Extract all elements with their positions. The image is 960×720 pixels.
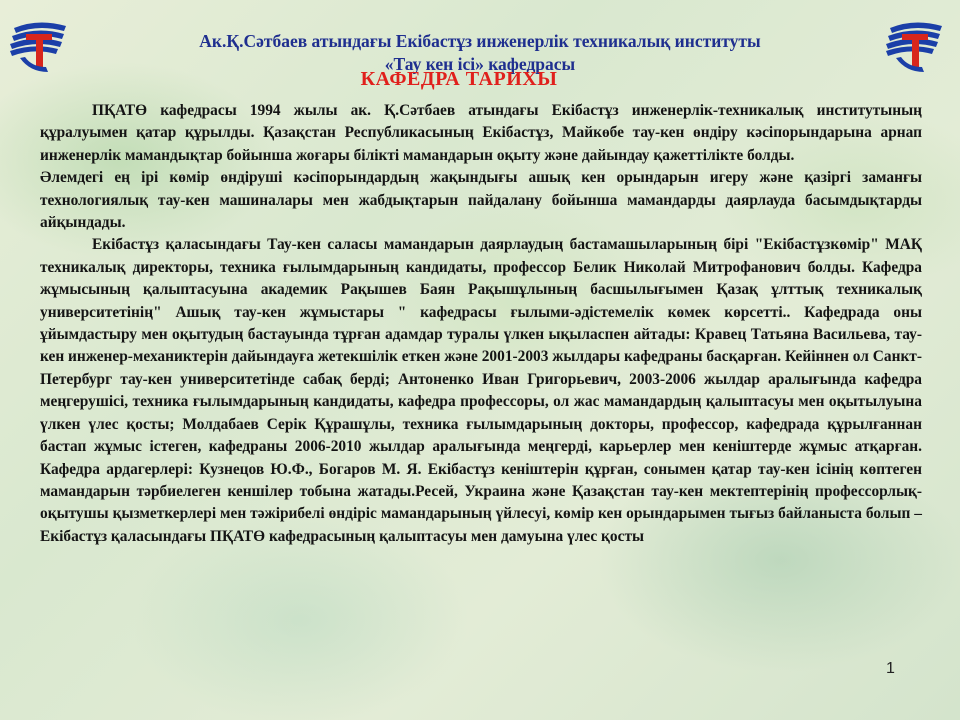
department-name: «Тау кен ісі» кафедрасы (384, 54, 576, 74)
history-text (40, 100, 922, 548)
institute-name: Ак.Қ.Сәтбаев атындағы Екібастұз инженерлік техникалық институты (199, 31, 761, 51)
page-title: КАФЕДРА ТАРИХЫ (360, 68, 558, 90)
paragraph: ПҚАТӨ кафедрасы 1994 жылы ак. Қ.Сәтбаев атындағы Екібастұз инженерлік-техникалық институтының құралуымен қатар құрылды. Қазақстан Республикасының Екібастұз, Майкөбе тау-кен өндіру кәсіпорындарына арнап инженерлік мамандықтар бойынша жоғары білікті мамандарын оқыту және дайындау қажеттілікте болды. (40, 102, 922, 164)
paragraph: Екібастұз қаласындағы Тау-кен саласы мамандарын даярлаудың бастамашыларының бірі "Екібастұзкөмір" МАҚ техникалық директоры, техника ғылымдарының кандидаты, профессор Белик Николай Митрофанович болды. Кафедра жұмысының қалыптасуына академик Рақышев Баян Рақышұлының басшылығымен Қазақ ұлттық техникалық университетінің" Ашық тау-кен жұмыстары " кафедрасы ғылыми-әдістемелік көмек көрсетті.. Кафедрада оны ұйымдастыру мен оқытудың бастауында тұрған адамдар туралы үлкен ықыласпен айтады: Кравец Татьяна Васильева, тау-кен инженер-механиктерін дайындауға жетекшілік еткен және 2001-2003 жылдары кафедраны басқарған. Кейіннен ол Санкт-Петербург тау-кен университетінде сабақ берді; Антоненко Иван Григорьевич, 2003-2006 жылдар аралығында кафедра меңгерушісі, техника ғылымдарының кандидаты, кафедра профессоры, ол жас мамандардың қалыптасуы мен оқытылуына үлкен үлес қосты; Молдабаев Серік Құрашұлы, техника ғылымдарының докторы, профессор, кафедрада құрылғаннан бастап жұмыс істеген, кафедраны 2006-2010 жылдар аралығында меңгерді, карьерлер мен кеніштерде жұмыс атқарған. Кафедра ардагерлері: Кузнецов Ю.Ф., Богаров М. Я. Екібастұз кеніштерін құрған, сонымен қатар тау-кен ісінің көптеген мамандарын тәрбиелеген кеншілер тобына жатады.Ресей, Украина және Қазақстан тау-кен мектептерінің профессорлық-оқытушы қызметкерлері мен тәжірибелі өндіріс мамандарының үйлесуі, көмір кен орындарымен тығыз байланыста болып – Екібастұз қаласындағы ПҚАТӨ кафедрасының қалыптасуы мен дамуына үлес қосты (40, 236, 922, 545)
slide-number: 1 (886, 660, 895, 677)
paragraph: Әлемдегі ең ірі көмір өндіруші кәсіпорындардың жақындығы ашық кен орындарын игеру және қазіргі заманғы технологиялық тау-кен машиналары мен жабдықтарын пайдалану бойынша мамандарды даярлауда басымдықтарды айқындады. (40, 169, 922, 232)
